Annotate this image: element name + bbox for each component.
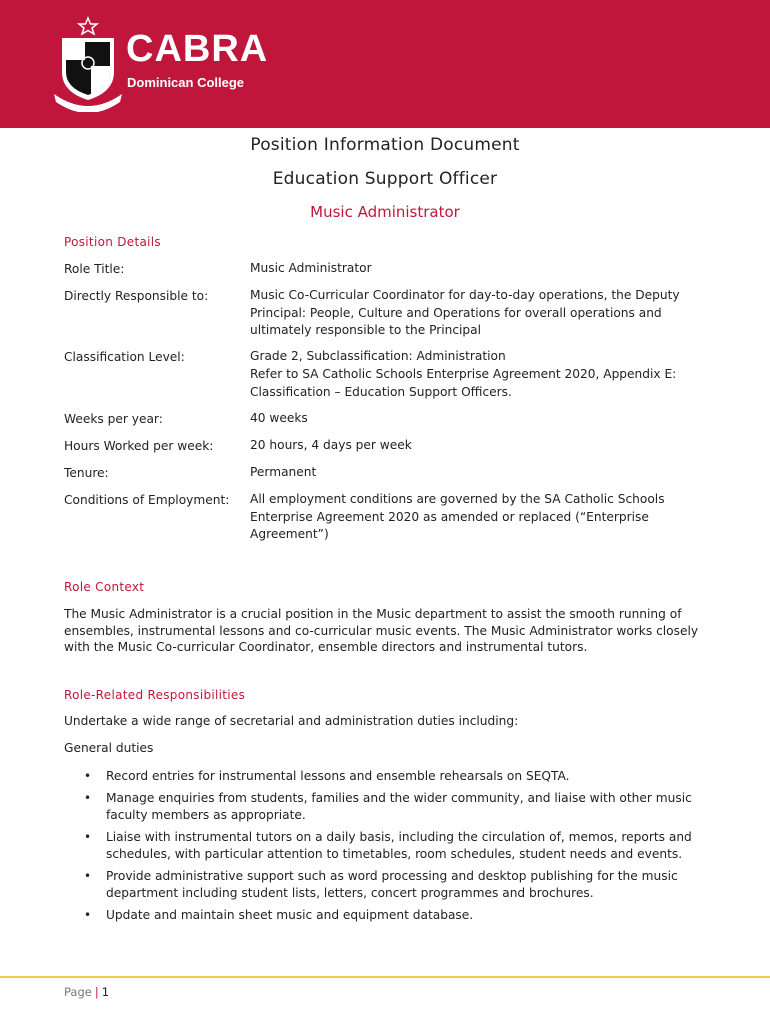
duties-list bbox=[64, 768, 714, 928]
bullet-icon: • bbox=[84, 907, 92, 922]
list-item bbox=[64, 829, 714, 864]
header-banner bbox=[0, 0, 770, 128]
conditions-label: Conditions of Employment: bbox=[64, 493, 230, 507]
role-title-label: Role Title: bbox=[64, 262, 125, 276]
bullet-icon: • bbox=[84, 769, 92, 783]
role-context-text: The Music Administrator is a crucial position in the Music department to assist the smooth running of ensembles, instrumental lessons and co-curricular music events. The Music Administrator works closely with the Music Co-curricular Coordinator, ensemble directors and instrumental tutors. bbox=[64, 607, 699, 654]
bullet-icon: • bbox=[84, 868, 92, 883]
responsibilities-heading: Role-Related Responsibilities bbox=[64, 688, 246, 702]
brand-name: CABRA bbox=[126, 28, 269, 70]
role-title-value: Music Administrator bbox=[250, 261, 372, 275]
tenure-label: Tenure: bbox=[64, 466, 109, 480]
duty-text: Record entries for instrumental lessons and ensemble rehearsals on SEQTA. bbox=[106, 769, 570, 783]
position-details-heading: Position Details bbox=[64, 235, 161, 249]
duty-text: Provide administrative support such as word processing and desktop publishing for the music department including student lists, letters, concert programmes and brochures. bbox=[106, 868, 678, 900]
weeks-per-year-label: Weeks per year: bbox=[64, 412, 163, 426]
classification-label: Classification Level: bbox=[64, 350, 185, 364]
responsible-to-value: Music Co-Curricular Coordinator for day-to-day operations, the Deputy Principal: People, Culture and Operations for overall operations and ultimately responsible to the Principal bbox=[250, 288, 680, 337]
role-context-heading: Role Context bbox=[64, 580, 145, 594]
page-number: 1 bbox=[101, 985, 110, 999]
page-separator: | bbox=[94, 985, 99, 999]
classification-value: Grade 2, Subclassification: Administration bbox=[250, 349, 506, 363]
responsible-to-label: Directly Responsible to: bbox=[64, 289, 209, 303]
document-title: Position Information Document bbox=[250, 135, 520, 155]
role-name: Music Administrator bbox=[310, 203, 460, 221]
page-footer bbox=[64, 985, 109, 999]
document-subtitle: Education Support Officer bbox=[272, 169, 498, 189]
list-item bbox=[64, 907, 714, 925]
general-duties-heading: General duties bbox=[64, 741, 154, 755]
responsibilities-intro: Undertake a wide range of secretarial and administration duties including: bbox=[64, 714, 519, 728]
tenure-value: Permanent bbox=[250, 465, 317, 479]
duty-text: Liaise with instrumental tutors on a daily basis, including the circulation of, memos, reports and schedules, with particular attention to timetables, room schedules, student needs and events. bbox=[106, 829, 692, 861]
conditions-value: All employment conditions are governed by the SA Catholic Schools Enterprise Agreement 2020 as amended or replaced (“Enterprise Agreement”) bbox=[250, 492, 665, 541]
duty-text: Update and maintain sheet music and equipment database. bbox=[106, 907, 474, 922]
list-item bbox=[64, 768, 714, 786]
page-label: Page bbox=[64, 985, 92, 999]
hours-label: Hours Worked per week: bbox=[64, 439, 214, 453]
classification-reference: Refer to SA Catholic Schools Enterprise Agreement 2020, Appendix E: Classification – Education Support Officers. bbox=[250, 367, 677, 399]
duty-text: Manage enquiries from students, families and the wider community, and liaise with other music faculty members as appropriate. bbox=[106, 790, 692, 822]
weeks-per-year-value: 40 weeks bbox=[250, 411, 308, 425]
college-crest-icon bbox=[50, 16, 126, 112]
footer-divider bbox=[0, 976, 770, 978]
hours-value: 20 hours, 4 days per week bbox=[250, 438, 412, 452]
list-item bbox=[64, 868, 714, 903]
brand-subtitle: Dominican College bbox=[127, 75, 245, 90]
bullet-icon: • bbox=[84, 829, 92, 844]
bullet-icon: • bbox=[84, 790, 92, 805]
list-item bbox=[64, 790, 714, 825]
